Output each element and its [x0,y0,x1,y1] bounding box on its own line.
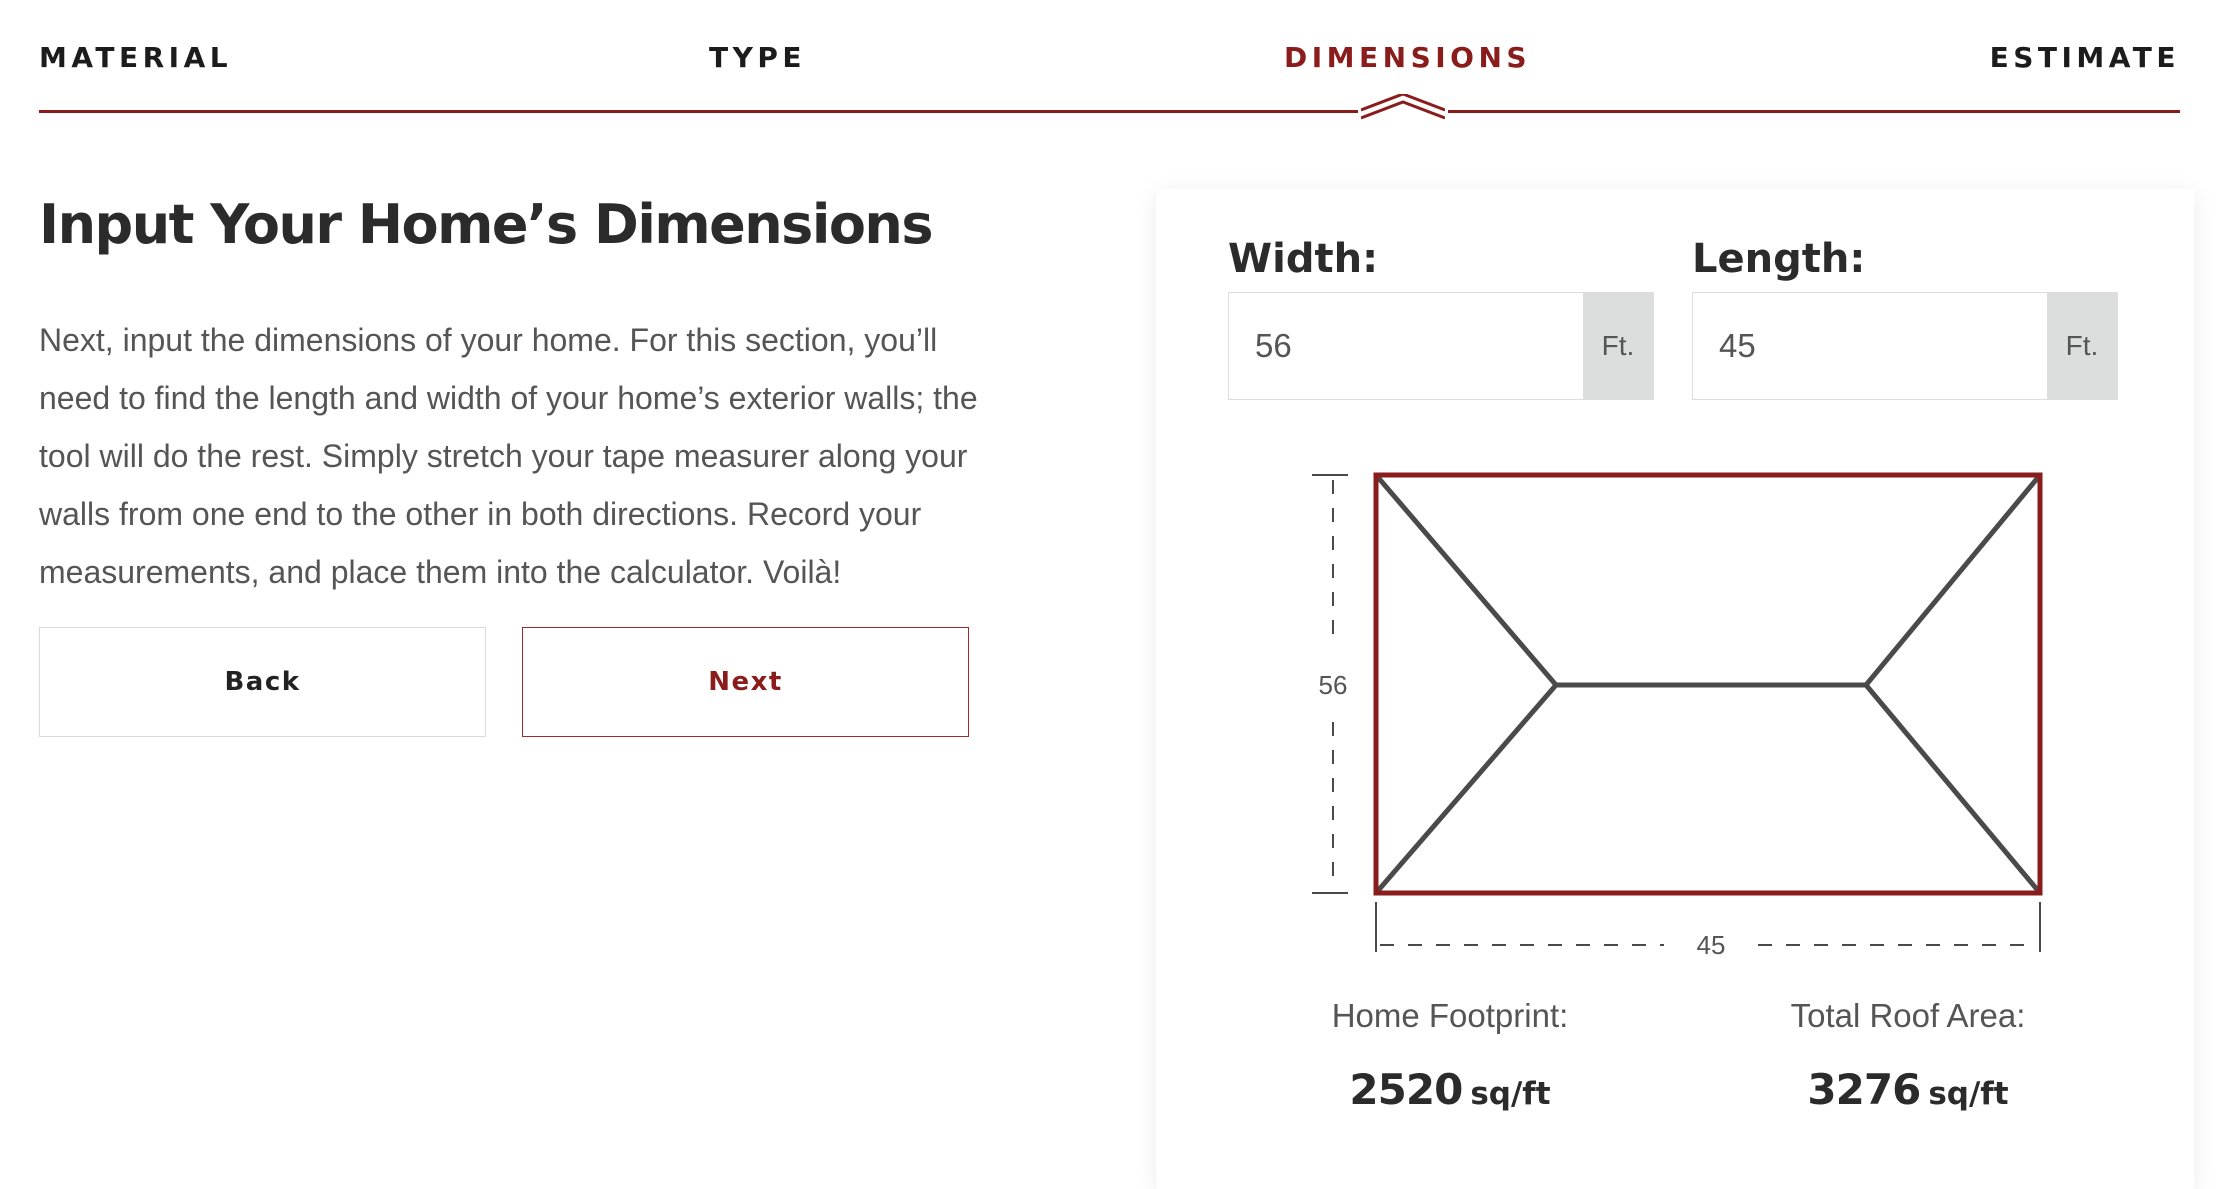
intro-paragraph: Next, input the dimensions of your home. For this section, you’ll need to find the length and width of your home’s exterior walls; the tool will do the rest. Simply stretch your tape measurer along your walls from one end to the other in both directions. Record your measurements, and place them into the calculator. Voilà! [39,322,978,590]
home-footprint-value [1260,1060,1640,1129]
width-input[interactable] [1229,293,1583,399]
roof-diagram [1300,460,2060,960]
hip-line-bottom-right [1866,685,2040,893]
total-roof-area-label: Total Roof Area: [1790,997,2026,1034]
hip-line-bottom-left [1376,685,1556,893]
progress-line-right [1448,110,2180,113]
next-button[interactable]: Next [522,627,969,737]
step-estimate[interactable]: ESTIMATE [1989,41,2180,74]
height-dim-label: 56 [1318,670,1348,700]
width-unit: Ft. [1583,293,1653,399]
step-type[interactable]: TYPE [709,41,807,74]
length-label: Length: [1692,236,1866,282]
progress-line-left [39,110,1358,113]
length-input[interactable] [1693,293,2047,399]
hip-line-top-right [1866,475,2040,685]
width-dim-label: 45 [1696,930,1726,960]
progress-steps [39,0,2180,130]
back-button[interactable]: Back [39,627,486,737]
total-roof-area-value [1718,1060,2098,1129]
width-field [1228,292,1654,400]
length-unit: Ft. [2047,293,2117,399]
hip-line-top-left [1376,475,1556,685]
step-material[interactable]: MATERIAL [39,41,233,74]
step-dimensions[interactable]: DIMENSIONS [1284,41,1532,74]
length-field [1692,292,2118,400]
home-footprint-unit: sq/ft [1470,1076,1551,1112]
home-footprint-number: 2520 [1349,1065,1463,1114]
total-roof-area-unit: sq/ft [1928,1076,2009,1112]
width-label: Width: [1228,236,1379,282]
total-roof-area-number: 3276 [1807,1065,1921,1114]
active-step-caret-icon [1361,94,1445,120]
home-footprint-label: Home Footprint: [1331,997,1569,1034]
page-title: Input Your Home’s Dimensions [39,193,933,256]
